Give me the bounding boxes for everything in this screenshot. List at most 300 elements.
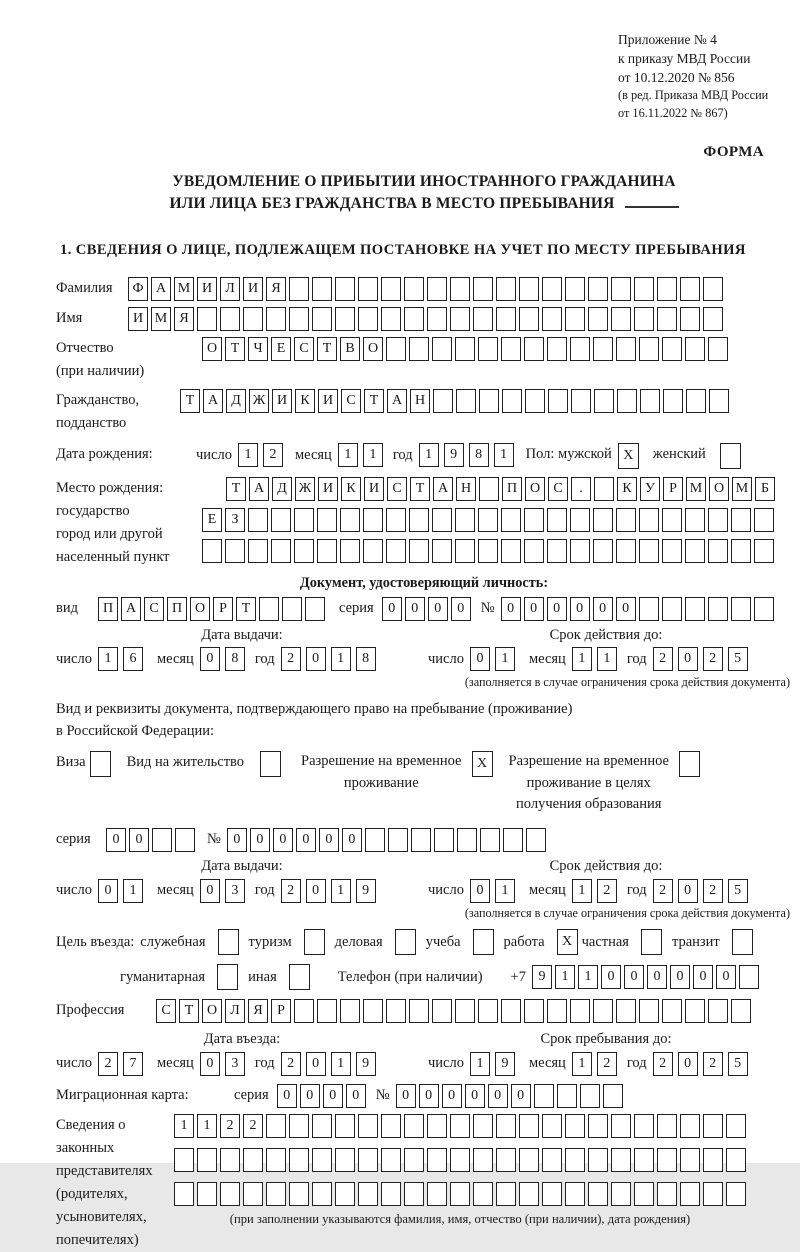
char-cell[interactable] <box>479 477 499 501</box>
char-cell[interactable] <box>294 508 314 532</box>
char-cell[interactable]: 0 <box>451 597 471 621</box>
char-cell[interactable]: X <box>557 929 578 955</box>
char-cell[interactable] <box>519 1182 539 1206</box>
char-cell[interactable] <box>427 277 447 301</box>
char-cell[interactable]: А <box>121 597 141 621</box>
char-cell[interactable] <box>409 508 429 532</box>
char-cell[interactable] <box>496 1114 516 1138</box>
char-cell[interactable] <box>455 508 475 532</box>
char-cell[interactable] <box>473 307 493 331</box>
char-cell[interactable] <box>634 307 654 331</box>
char-cell[interactable]: Р <box>271 999 291 1023</box>
char-cell[interactable]: И <box>128 307 148 331</box>
char-cell[interactable] <box>271 539 291 563</box>
char-cell[interactable] <box>289 307 309 331</box>
char-cell[interactable]: 0 <box>129 828 149 852</box>
char-cell[interactable] <box>639 337 659 361</box>
char-cell[interactable] <box>657 1182 677 1206</box>
char-cell[interactable]: Я <box>266 277 286 301</box>
char-cell[interactable]: О <box>525 477 545 501</box>
char-cell[interactable]: 0 <box>616 597 636 621</box>
char-cell[interactable] <box>524 999 544 1023</box>
char-cell[interactable]: 0 <box>323 1084 343 1108</box>
char-cell[interactable]: М <box>732 477 752 501</box>
char-cell[interactable]: 1 <box>470 1052 490 1076</box>
char-cell[interactable] <box>571 389 591 413</box>
char-cell[interactable] <box>594 477 614 501</box>
char-cell[interactable] <box>657 1114 677 1138</box>
char-cell[interactable] <box>680 1148 700 1172</box>
char-cell[interactable]: Н <box>410 389 430 413</box>
char-cell[interactable]: Ж <box>295 477 315 501</box>
char-cell[interactable]: М <box>174 277 194 301</box>
char-cell[interactable] <box>565 1114 585 1138</box>
char-cell[interactable] <box>335 1148 355 1172</box>
char-cell[interactable] <box>611 307 631 331</box>
char-cell[interactable]: У <box>640 477 660 501</box>
char-cell[interactable]: Н <box>456 477 476 501</box>
char-cell[interactable] <box>386 508 406 532</box>
char-cell[interactable]: 0 <box>570 597 590 621</box>
char-cell[interactable]: 2 <box>281 879 301 903</box>
char-cell[interactable] <box>404 277 424 301</box>
char-cell[interactable]: Р <box>663 477 683 501</box>
char-cell[interactable] <box>501 508 521 532</box>
char-cell[interactable] <box>580 1084 600 1108</box>
char-cell[interactable] <box>386 539 406 563</box>
char-cell[interactable]: О <box>709 477 729 501</box>
char-cell[interactable]: П <box>167 597 187 621</box>
char-cell[interactable] <box>358 1114 378 1138</box>
char-cell[interactable]: 1 <box>331 879 351 903</box>
char-cell[interactable]: 1 <box>578 965 598 989</box>
char-cell[interactable]: 0 <box>465 1084 485 1108</box>
char-cell[interactable] <box>433 389 453 413</box>
char-cell[interactable]: 2 <box>653 879 673 903</box>
char-cell[interactable] <box>243 307 263 331</box>
char-cell[interactable] <box>432 539 452 563</box>
char-cell[interactable]: П <box>98 597 118 621</box>
char-cell[interactable] <box>455 337 475 361</box>
char-cell[interactable] <box>266 1114 286 1138</box>
char-cell[interactable]: О <box>363 337 383 361</box>
char-cell[interactable]: 0 <box>670 965 690 989</box>
char-cell[interactable] <box>455 999 475 1023</box>
char-cell[interactable]: 0 <box>306 879 326 903</box>
char-cell[interactable] <box>754 508 774 532</box>
char-cell[interactable] <box>639 539 659 563</box>
char-cell[interactable]: 9 <box>495 1052 515 1076</box>
char-cell[interactable]: О <box>202 337 222 361</box>
char-cell[interactable]: В <box>340 337 360 361</box>
char-cell[interactable]: 1 <box>495 879 515 903</box>
char-cell[interactable]: X <box>472 751 493 777</box>
char-cell[interactable]: 2 <box>653 1052 673 1076</box>
char-cell[interactable]: 1 <box>363 443 383 467</box>
char-cell[interactable] <box>502 389 522 413</box>
char-cell[interactable] <box>312 1148 332 1172</box>
char-cell[interactable] <box>243 1182 263 1206</box>
char-cell[interactable] <box>358 1182 378 1206</box>
char-cell[interactable] <box>641 929 662 955</box>
char-cell[interactable]: 0 <box>716 965 736 989</box>
char-cell[interactable] <box>708 999 728 1023</box>
char-cell[interactable] <box>386 337 406 361</box>
char-cell[interactable] <box>708 508 728 532</box>
char-cell[interactable] <box>639 999 659 1023</box>
char-cell[interactable] <box>363 999 383 1023</box>
char-cell[interactable]: 0 <box>98 879 118 903</box>
char-cell[interactable] <box>220 307 240 331</box>
char-cell[interactable]: 2 <box>281 1052 301 1076</box>
char-cell[interactable]: 3 <box>225 1052 245 1076</box>
char-cell[interactable]: Л <box>220 277 240 301</box>
char-cell[interactable]: 9 <box>356 1052 376 1076</box>
char-cell[interactable]: Ф <box>128 277 148 301</box>
char-cell[interactable]: 0 <box>306 1052 326 1076</box>
char-cell[interactable] <box>611 1114 631 1138</box>
char-cell[interactable] <box>312 307 332 331</box>
char-cell[interactable] <box>496 277 516 301</box>
char-cell[interactable] <box>685 539 705 563</box>
char-cell[interactable] <box>570 539 590 563</box>
char-cell[interactable]: 9 <box>356 879 376 903</box>
char-cell[interactable] <box>726 1148 746 1172</box>
char-cell[interactable]: 2 <box>243 1114 263 1138</box>
char-cell[interactable]: 1 <box>98 647 118 671</box>
char-cell[interactable]: 0 <box>396 1084 416 1108</box>
char-cell[interactable] <box>266 1182 286 1206</box>
char-cell[interactable]: И <box>197 277 217 301</box>
char-cell[interactable]: Е <box>271 337 291 361</box>
char-cell[interactable] <box>496 307 516 331</box>
char-cell[interactable] <box>548 389 568 413</box>
char-cell[interactable] <box>335 1114 355 1138</box>
char-cell[interactable] <box>496 1148 516 1172</box>
char-cell[interactable] <box>248 539 268 563</box>
char-cell[interactable]: 8 <box>469 443 489 467</box>
char-cell[interactable] <box>703 1182 723 1206</box>
char-cell[interactable]: 0 <box>250 828 270 852</box>
char-cell[interactable] <box>680 307 700 331</box>
char-cell[interactable]: 1 <box>331 647 351 671</box>
char-cell[interactable]: 1 <box>174 1114 194 1138</box>
char-cell[interactable] <box>340 508 360 532</box>
char-cell[interactable]: 0 <box>678 1052 698 1076</box>
char-cell[interactable] <box>363 539 383 563</box>
char-cell[interactable] <box>317 999 337 1023</box>
char-cell[interactable]: Я <box>174 307 194 331</box>
char-cell[interactable] <box>547 999 567 1023</box>
char-cell[interactable] <box>639 508 659 532</box>
char-cell[interactable] <box>335 277 355 301</box>
char-cell[interactable] <box>565 307 585 331</box>
char-cell[interactable] <box>473 929 494 955</box>
char-cell[interactable] <box>501 999 521 1023</box>
char-cell[interactable] <box>524 508 544 532</box>
char-cell[interactable] <box>731 597 751 621</box>
char-cell[interactable] <box>611 1148 631 1172</box>
char-cell[interactable] <box>524 337 544 361</box>
char-cell[interactable] <box>680 1114 700 1138</box>
char-cell[interactable]: 0 <box>624 965 644 989</box>
char-cell[interactable] <box>473 1114 493 1138</box>
char-cell[interactable] <box>519 277 539 301</box>
char-cell[interactable]: К <box>341 477 361 501</box>
char-cell[interactable] <box>248 508 268 532</box>
char-cell[interactable] <box>565 1182 585 1206</box>
char-cell[interactable]: 0 <box>511 1084 531 1108</box>
char-cell[interactable]: А <box>433 477 453 501</box>
char-cell[interactable] <box>202 539 222 563</box>
char-cell[interactable] <box>432 508 452 532</box>
char-cell[interactable] <box>427 1182 447 1206</box>
char-cell[interactable] <box>588 1114 608 1138</box>
char-cell[interactable] <box>634 1182 654 1206</box>
char-cell[interactable] <box>547 508 567 532</box>
char-cell[interactable]: Д <box>226 389 246 413</box>
char-cell[interactable]: 2 <box>703 647 723 671</box>
char-cell[interactable] <box>662 539 682 563</box>
char-cell[interactable] <box>754 597 774 621</box>
char-cell[interactable]: 0 <box>200 1052 220 1076</box>
char-cell[interactable] <box>588 1148 608 1172</box>
char-cell[interactable] <box>266 1148 286 1172</box>
char-cell[interactable]: Л <box>225 999 245 1023</box>
char-cell[interactable]: 2 <box>220 1114 240 1138</box>
char-cell[interactable]: 0 <box>273 828 293 852</box>
char-cell[interactable]: 5 <box>728 879 748 903</box>
char-cell[interactable] <box>282 597 302 621</box>
char-cell[interactable]: 0 <box>277 1084 297 1108</box>
char-cell[interactable] <box>317 508 337 532</box>
char-cell[interactable] <box>294 999 314 1023</box>
char-cell[interactable] <box>685 999 705 1023</box>
char-cell[interactable] <box>726 1114 746 1138</box>
char-cell[interactable] <box>289 1182 309 1206</box>
char-cell[interactable]: С <box>156 999 176 1023</box>
char-cell[interactable]: К <box>295 389 315 413</box>
char-cell[interactable] <box>570 508 590 532</box>
char-cell[interactable]: 1 <box>197 1114 217 1138</box>
char-cell[interactable]: 1 <box>123 879 143 903</box>
char-cell[interactable] <box>473 1182 493 1206</box>
char-cell[interactable]: 1 <box>572 647 592 671</box>
char-cell[interactable] <box>404 1182 424 1206</box>
char-cell[interactable]: 0 <box>296 828 316 852</box>
char-cell[interactable] <box>225 539 245 563</box>
char-cell[interactable]: Ч <box>248 337 268 361</box>
char-cell[interactable] <box>731 508 751 532</box>
char-cell[interactable]: 2 <box>98 1052 118 1076</box>
char-cell[interactable]: 0 <box>678 647 698 671</box>
char-cell[interactable] <box>639 597 659 621</box>
char-cell[interactable]: 7 <box>123 1052 143 1076</box>
char-cell[interactable] <box>305 597 325 621</box>
char-cell[interactable] <box>685 597 705 621</box>
char-cell[interactable]: 3 <box>225 879 245 903</box>
char-cell[interactable] <box>616 337 636 361</box>
char-cell[interactable]: Е <box>202 508 222 532</box>
char-cell[interactable] <box>404 1114 424 1138</box>
char-cell[interactable] <box>570 337 590 361</box>
char-cell[interactable] <box>90 751 111 777</box>
char-cell[interactable] <box>657 307 677 331</box>
char-cell[interactable] <box>294 539 314 563</box>
char-cell[interactable] <box>450 1148 470 1172</box>
char-cell[interactable] <box>542 277 562 301</box>
char-cell[interactable]: . <box>571 477 591 501</box>
char-cell[interactable]: 0 <box>601 965 621 989</box>
char-cell[interactable] <box>317 539 337 563</box>
char-cell[interactable] <box>557 1084 577 1108</box>
char-cell[interactable] <box>501 539 521 563</box>
char-cell[interactable] <box>404 1148 424 1172</box>
char-cell[interactable]: 0 <box>428 597 448 621</box>
char-cell[interactable] <box>617 389 637 413</box>
char-cell[interactable]: 0 <box>200 879 220 903</box>
char-cell[interactable]: Я <box>248 999 268 1023</box>
char-cell[interactable] <box>547 337 567 361</box>
char-cell[interactable] <box>501 337 521 361</box>
char-cell[interactable] <box>197 1148 217 1172</box>
char-cell[interactable]: А <box>387 389 407 413</box>
char-cell[interactable] <box>480 828 500 852</box>
char-cell[interactable] <box>662 508 682 532</box>
char-cell[interactable]: 1 <box>419 443 439 467</box>
char-cell[interactable]: 2 <box>597 1052 617 1076</box>
char-cell[interactable]: 0 <box>524 597 544 621</box>
char-cell[interactable] <box>542 1114 562 1138</box>
char-cell[interactable] <box>588 277 608 301</box>
char-cell[interactable] <box>312 1114 332 1138</box>
char-cell[interactable]: С <box>387 477 407 501</box>
char-cell[interactable] <box>411 828 431 852</box>
char-cell[interactable]: 2 <box>703 879 723 903</box>
char-cell[interactable]: И <box>243 277 263 301</box>
char-cell[interactable] <box>662 337 682 361</box>
char-cell[interactable]: 2 <box>653 647 673 671</box>
char-cell[interactable] <box>312 277 332 301</box>
char-cell[interactable]: 2 <box>597 879 617 903</box>
char-cell[interactable] <box>634 277 654 301</box>
char-cell[interactable] <box>478 337 498 361</box>
char-cell[interactable]: К <box>617 477 637 501</box>
char-cell[interactable]: С <box>294 337 314 361</box>
char-cell[interactable]: 9 <box>532 965 552 989</box>
char-cell[interactable] <box>358 277 378 301</box>
char-cell[interactable]: 8 <box>356 647 376 671</box>
char-cell[interactable] <box>662 597 682 621</box>
char-cell[interactable] <box>478 999 498 1023</box>
char-cell[interactable]: 0 <box>346 1084 366 1108</box>
char-cell[interactable] <box>175 828 195 852</box>
char-cell[interactable] <box>197 307 217 331</box>
char-cell[interactable] <box>593 337 613 361</box>
char-cell[interactable]: 0 <box>693 965 713 989</box>
char-cell[interactable]: 0 <box>501 597 521 621</box>
char-cell[interactable] <box>450 1182 470 1206</box>
char-cell[interactable] <box>358 1148 378 1172</box>
char-cell[interactable] <box>455 539 475 563</box>
char-cell[interactable]: 1 <box>238 443 258 467</box>
char-cell[interactable]: 1 <box>555 965 575 989</box>
char-cell[interactable]: Т <box>226 477 246 501</box>
char-cell[interactable] <box>679 751 700 777</box>
char-cell[interactable]: Т <box>179 999 199 1023</box>
char-cell[interactable]: 0 <box>227 828 247 852</box>
char-cell[interactable] <box>473 277 493 301</box>
char-cell[interactable] <box>616 999 636 1023</box>
char-cell[interactable] <box>450 307 470 331</box>
char-cell[interactable] <box>388 828 408 852</box>
char-cell[interactable]: С <box>341 389 361 413</box>
char-cell[interactable]: 0 <box>488 1084 508 1108</box>
char-cell[interactable]: Т <box>180 389 200 413</box>
char-cell[interactable]: 0 <box>300 1084 320 1108</box>
char-cell[interactable]: 0 <box>442 1084 462 1108</box>
char-cell[interactable]: Р <box>213 597 233 621</box>
char-cell[interactable] <box>534 1084 554 1108</box>
char-cell[interactable] <box>174 1182 194 1206</box>
char-cell[interactable] <box>570 999 590 1023</box>
char-cell[interactable]: 0 <box>200 647 220 671</box>
char-cell[interactable] <box>542 1148 562 1172</box>
char-cell[interactable] <box>381 1182 401 1206</box>
char-cell[interactable]: 2 <box>263 443 283 467</box>
char-cell[interactable] <box>335 1182 355 1206</box>
char-cell[interactable] <box>427 307 447 331</box>
char-cell[interactable]: 0 <box>382 597 402 621</box>
char-cell[interactable] <box>542 1182 562 1206</box>
char-cell[interactable] <box>686 389 706 413</box>
char-cell[interactable] <box>335 307 355 331</box>
char-cell[interactable] <box>594 389 614 413</box>
char-cell[interactable] <box>519 1148 539 1172</box>
char-cell[interactable] <box>457 828 477 852</box>
char-cell[interactable]: И <box>272 389 292 413</box>
char-cell[interactable] <box>340 539 360 563</box>
char-cell[interactable] <box>663 389 683 413</box>
char-cell[interactable] <box>358 307 378 331</box>
char-cell[interactable] <box>289 1114 309 1138</box>
char-cell[interactable] <box>432 999 452 1023</box>
char-cell[interactable] <box>525 389 545 413</box>
char-cell[interactable] <box>708 597 728 621</box>
char-cell[interactable] <box>409 337 429 361</box>
char-cell[interactable] <box>588 1182 608 1206</box>
char-cell[interactable] <box>304 929 325 955</box>
char-cell[interactable] <box>611 277 631 301</box>
char-cell[interactable] <box>542 307 562 331</box>
char-cell[interactable] <box>381 1148 401 1172</box>
char-cell[interactable]: И <box>318 389 338 413</box>
char-cell[interactable]: А <box>249 477 269 501</box>
char-cell[interactable] <box>519 1114 539 1138</box>
char-cell[interactable] <box>409 999 429 1023</box>
char-cell[interactable] <box>524 539 544 563</box>
char-cell[interactable]: О <box>202 999 222 1023</box>
char-cell[interactable] <box>260 751 281 777</box>
char-cell[interactable]: 0 <box>342 828 362 852</box>
char-cell[interactable]: 2 <box>281 647 301 671</box>
char-cell[interactable]: 1 <box>331 1052 351 1076</box>
char-cell[interactable] <box>720 443 741 469</box>
char-cell[interactable]: М <box>686 477 706 501</box>
char-cell[interactable]: 2 <box>703 1052 723 1076</box>
char-cell[interactable] <box>478 508 498 532</box>
char-cell[interactable] <box>381 277 401 301</box>
